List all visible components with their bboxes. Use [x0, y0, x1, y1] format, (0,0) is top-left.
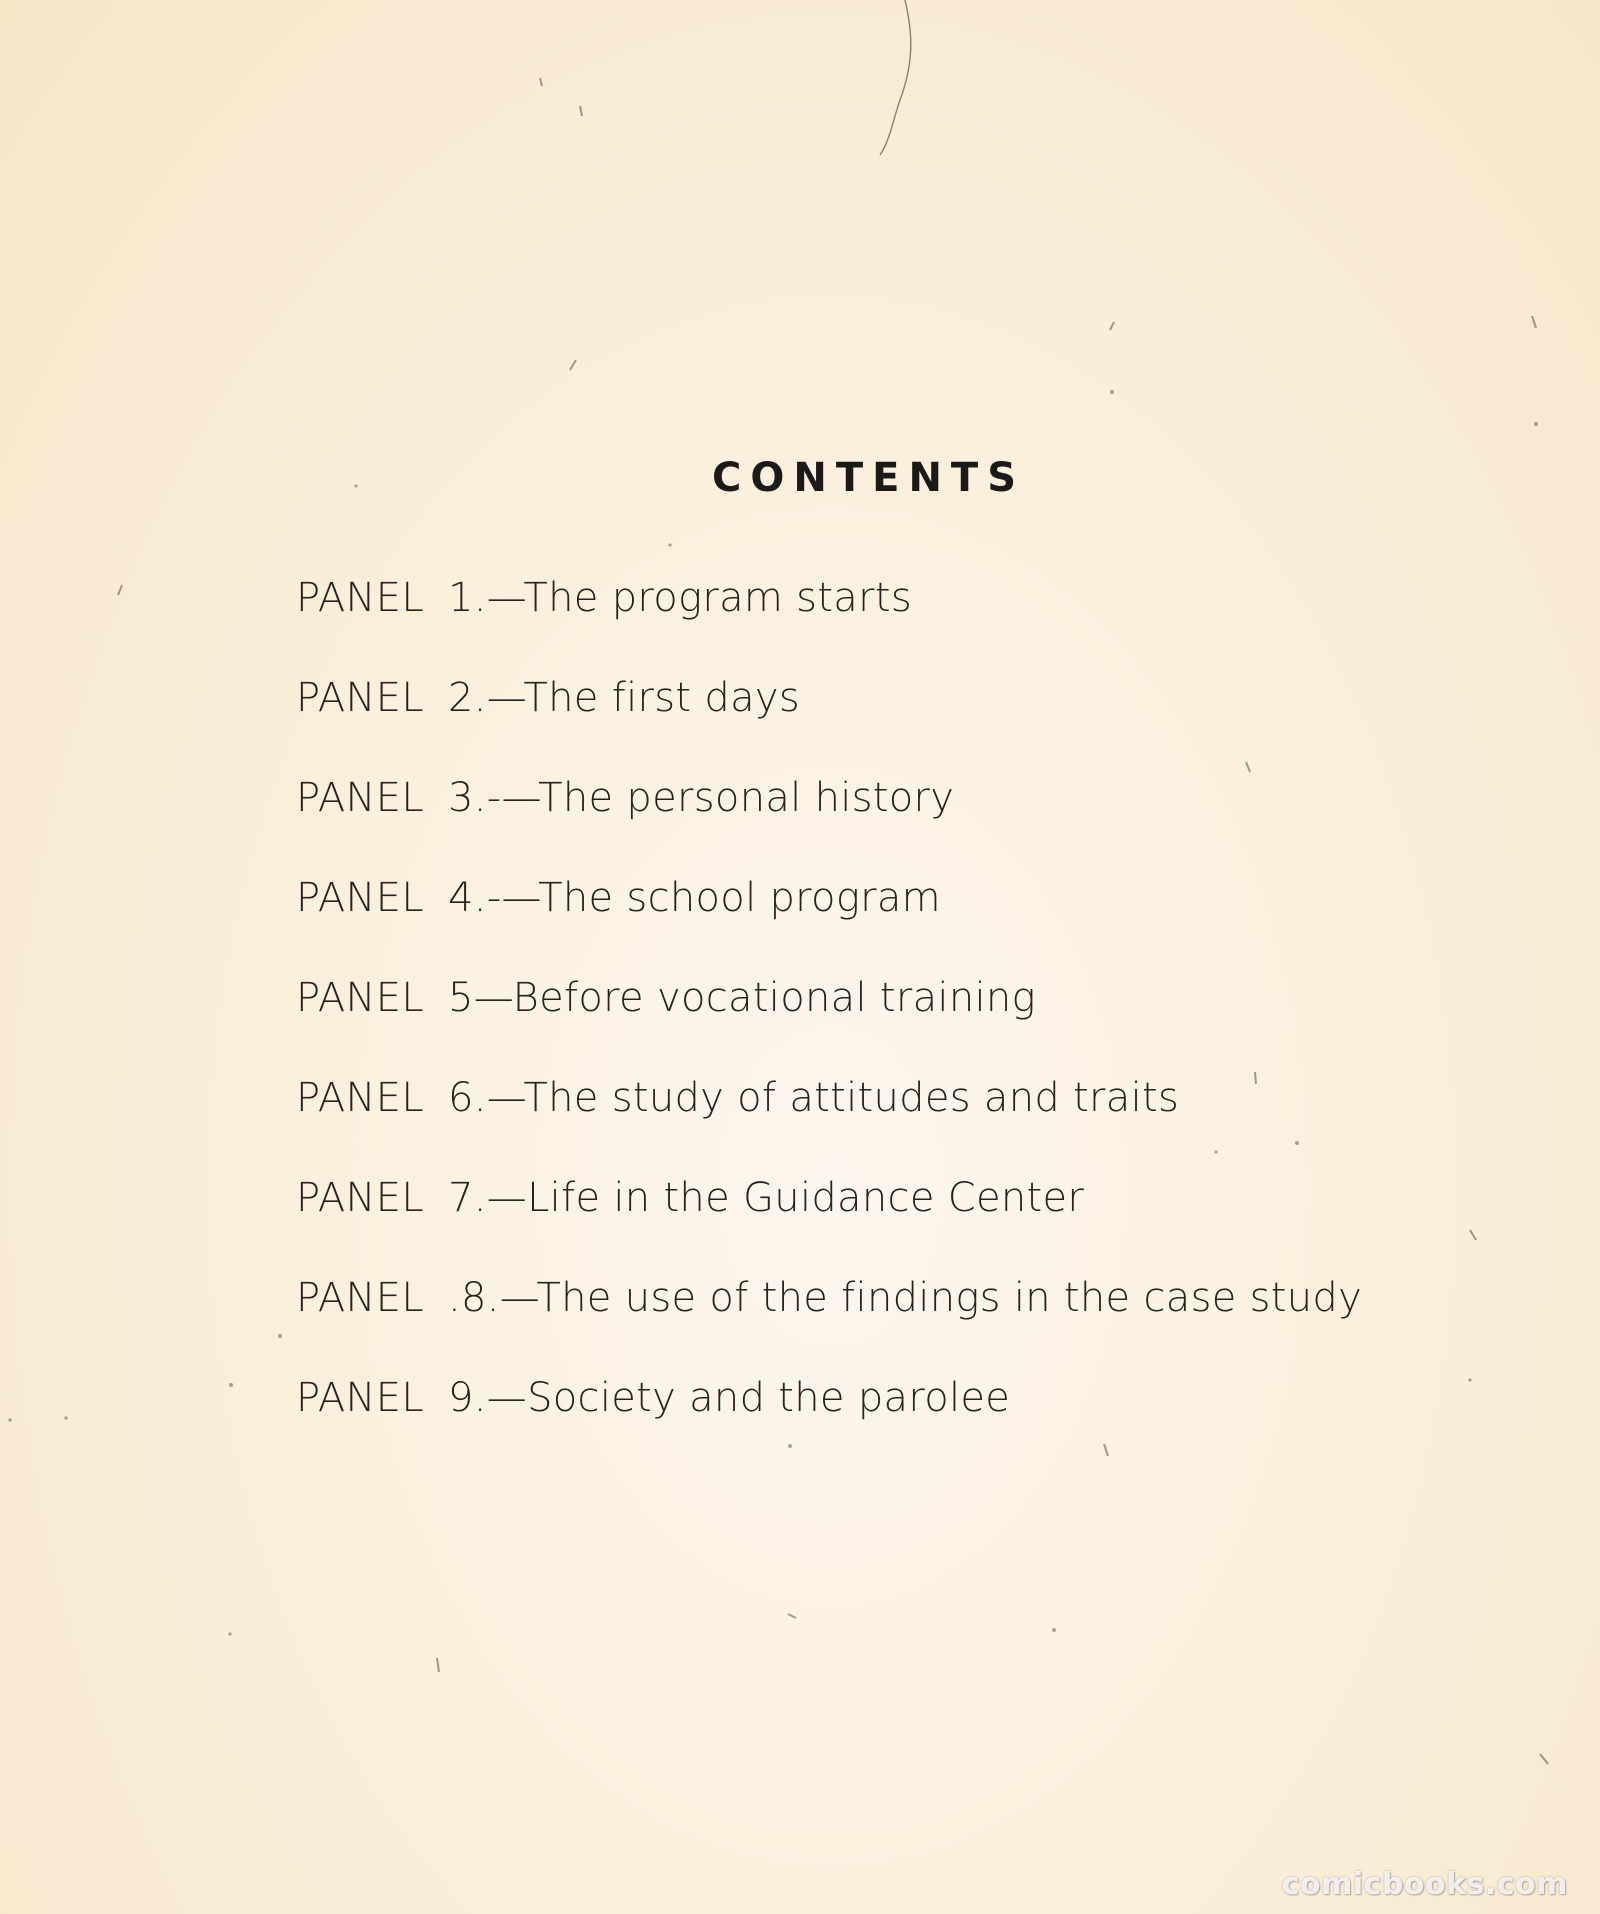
entry-number: 7.: [448, 1175, 487, 1221]
contents-entry-panel-3: [296, 775, 1362, 875]
contents-entry-panel-7: [296, 1175, 1362, 1275]
entry-label: PANEL: [296, 875, 424, 921]
entry-label: PANEL: [296, 575, 424, 621]
entry-number: 1.: [448, 575, 487, 621]
contents-entry-panel-5: [296, 975, 1362, 1075]
entry-label: PANEL: [296, 1275, 424, 1321]
entry-title: —The program starts: [486, 575, 912, 621]
entry-title: —Society and the parolee: [486, 1375, 1011, 1421]
entry-label: PANEL: [296, 1175, 424, 1221]
entry-label: PANEL: [296, 1075, 424, 1121]
entry-title: —The use of the findings in the case study: [499, 1275, 1363, 1321]
entry-title: -—The personal history: [486, 775, 955, 821]
entry-title: —Before vocational training: [473, 975, 1036, 1021]
watermark-text: comicbooks.com: [1281, 1867, 1568, 1902]
entry-number: 3.: [448, 775, 487, 821]
contents-entry-panel-2: [296, 675, 1362, 775]
contents-entry-panel-1: [296, 575, 1362, 675]
contents-entry-panel-8: [296, 1275, 1362, 1375]
entry-number: 4.: [448, 875, 487, 921]
entry-number: 9.: [448, 1375, 487, 1421]
entry-label: PANEL: [296, 975, 424, 1021]
entry-title: —The first days: [486, 675, 800, 721]
contents-entry-panel-4: [296, 875, 1362, 975]
entry-number: 2.: [448, 675, 487, 721]
entry-label: PANEL: [296, 675, 424, 721]
entry-title: —The study of attitudes and traits: [486, 1075, 1180, 1121]
contents-entry-panel-6: [296, 1075, 1362, 1175]
entry-label: PANEL: [296, 775, 424, 821]
contents-list: [296, 575, 1362, 1475]
contents-entry-panel-9: [296, 1375, 1362, 1475]
entry-number: .8.: [448, 1275, 500, 1321]
entry-title: —Life in the Guidance Center: [486, 1175, 1085, 1221]
entry-number: 5: [448, 975, 474, 1021]
page-title: CONTENTS: [712, 455, 1026, 501]
entry-number: 6.: [448, 1075, 487, 1121]
entry-title: -—The school program: [486, 875, 941, 921]
entry-label: PANEL: [296, 1375, 424, 1421]
